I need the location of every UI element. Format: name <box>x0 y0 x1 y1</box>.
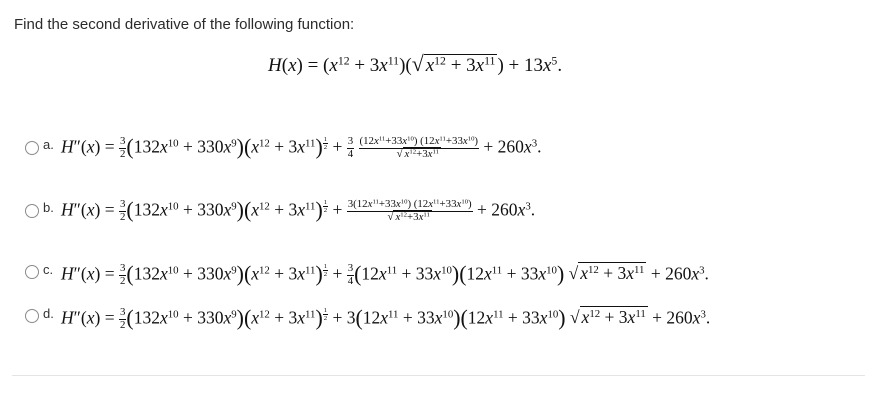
option-b-formula: H″(x) = $\frac{3}{2}$ $(132x^{10} + 330x^9)(x^{12} + 3x^{11})$ $^{\frac{1}{2}}$ + $\frac{3(12x^{11}+33x^{10}) (12x^{11}+33x^{10})}{√ x^{12}+3x^{11}}$ + $260x^3$. <box>61 198 536 223</box>
option-c-letter: c. <box>43 262 54 277</box>
option-a-letter: a. <box>43 137 54 152</box>
option-a-radio[interactable] <box>25 141 39 155</box>
option-d-formula: H″(x) = $\frac{3}{2}$ $(132x^{10} + 330x^9)(x^{12} + 3x^{11})$ $^{\frac{1}{2}}$ + $3(12x^{11} + 33x^{10})(12x^{11} + 33x^{10})$ √ $x^{12} + 3x^{11} + 260x^3$. <box>61 306 711 331</box>
option-b-letter: b. <box>43 200 54 215</box>
option-c-formula: H″(x) = $\frac{3}{2}$ $(132x^{10} + 330x^9)(x^{12} + 3x^{11})$ $^{\frac{1}{2}}$ + $\frac{3}{4}$ $(12x^{11} + 33x^{10})(12x^{11} + 33x^{10})$ √ $x^{12} + 3x^{11} + 260x^3$. <box>61 262 709 287</box>
option-d-letter: d. <box>43 306 54 321</box>
option-c-radio[interactable] <box>25 265 39 279</box>
option-b-radio[interactable] <box>25 204 39 218</box>
bottom-divider <box>12 375 865 376</box>
option-d-radio[interactable] <box>25 309 39 323</box>
question-prompt: Find the second derivative of the following function: <box>14 16 355 33</box>
function-formula: $H(x) = (x^{12} + 3x^{11})(√$ $x^{12} + 3x^{11}$ ) + $13x^5$. <box>268 52 563 76</box>
option-a-formula: H″(x) = $\frac{3}{2}$ $(132x^{10} + 330x^9)(x^{12} + 3x^{11})$ $^{\frac{1}{2}}$ + $\frac{3}{4}$ $\frac{(12x^{11}+33x^{10}) (12x^{11}+33x^{10})}{√ x^{12}+3x^{11}}$ + $260x^3$. <box>61 135 542 160</box>
